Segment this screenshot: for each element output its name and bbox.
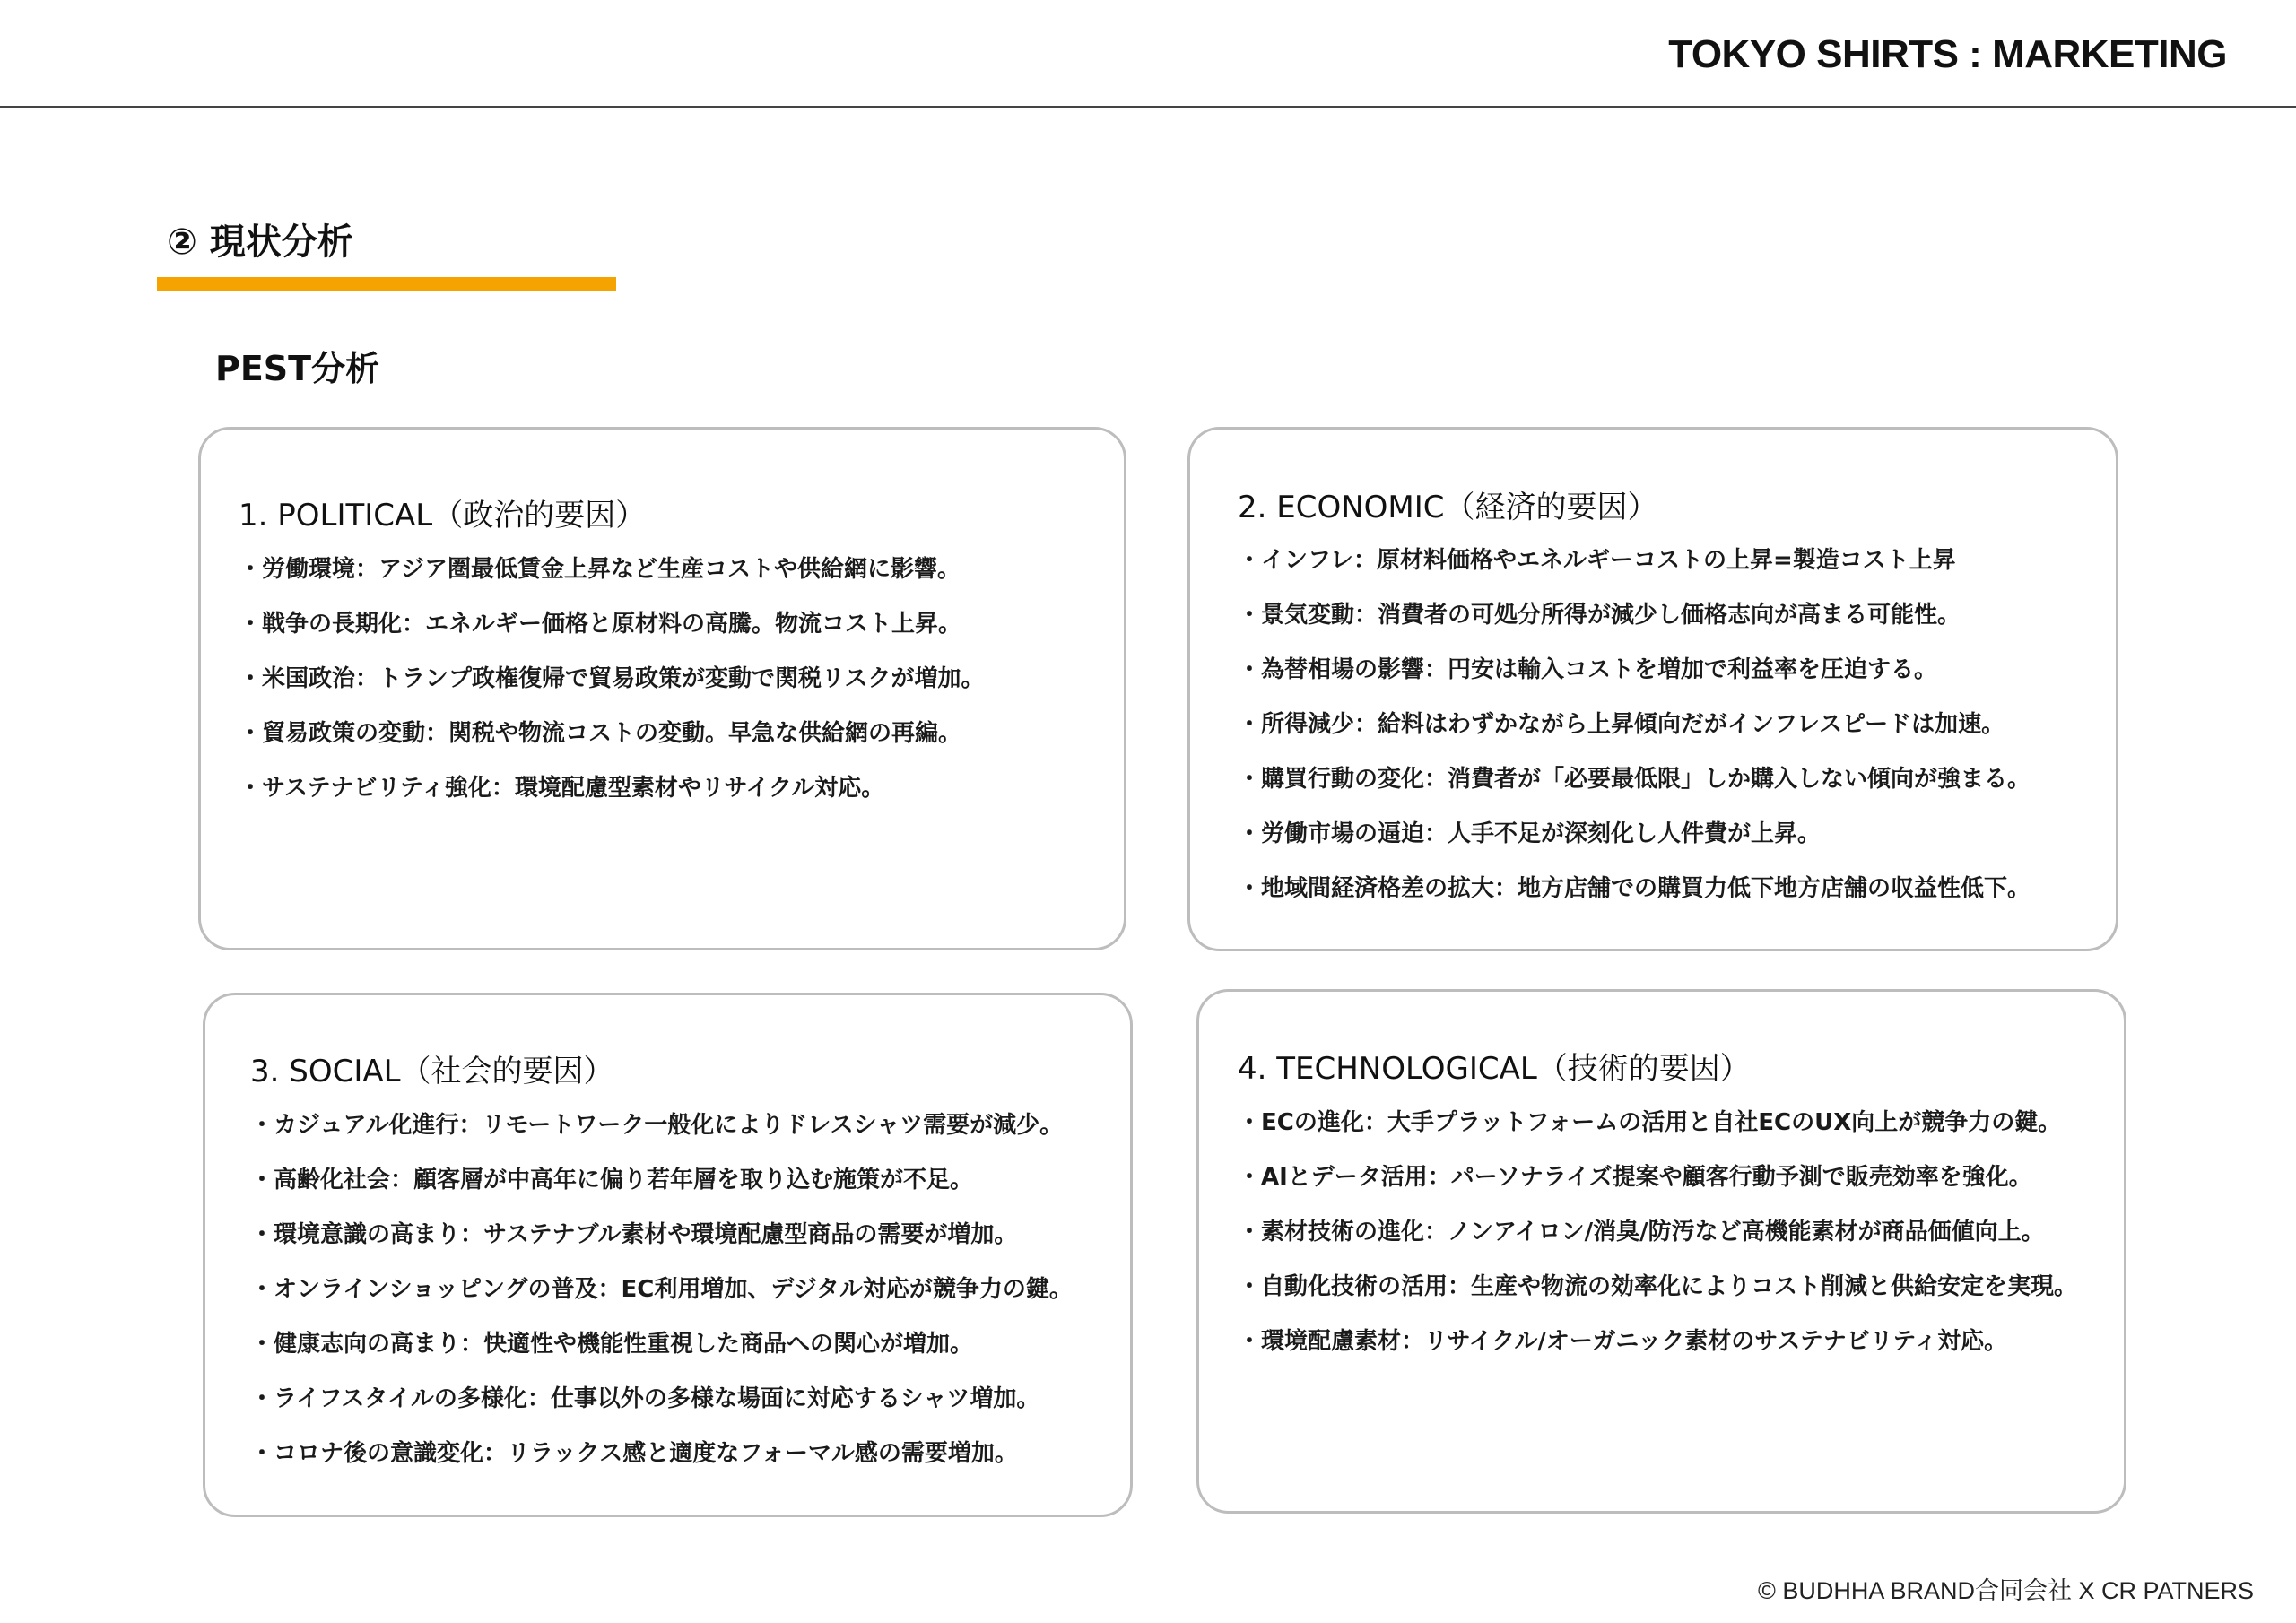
- list-item: ・環境意識の高まり：サステナブル素材や環境配慮型商品の需要が増加。: [250, 1221, 1018, 1248]
- header-divider: [0, 106, 2296, 108]
- footer-copyright: © BUDHHA BRAND合同会社 X CR PATNERS: [1758, 1577, 2254, 1604]
- card-technological: [1196, 989, 2126, 1514]
- list-item: ・高齢化社会：顧客層が中高年に偏り若年層を取り込む施策が不足。: [250, 1167, 974, 1193]
- list-item: ・労働環境：アジア圏最低賃金上昇など生産コストや供給網に影響。: [239, 556, 961, 583]
- list-item: ・コロナ後の意識変化：リラックス感と適度なフォーマル感の需要増加。: [250, 1440, 1018, 1467]
- list-item: ・為替相場の影響：円安は輸入コストを増加で利益率を圧迫する。: [1238, 656, 1938, 683]
- list-item: ・購買行動の変化：消費者が「必要最低限」しか購入しない傾向が強まる。: [1238, 766, 2031, 793]
- section-underline: [157, 277, 616, 291]
- list-item: ・労働市場の逼迫：人手不足が深刻化し人件費が上昇。: [1238, 820, 1822, 847]
- list-item: ・地域間経済格差の拡大：地方店舗での購買力低下地方店舗の収益性低下。: [1238, 875, 2031, 902]
- list-item: ・ECの進化：大手プラットフォームの活用と自社ECのUX向上が競争力の鍵。: [1238, 1109, 2062, 1136]
- card-social: [203, 993, 1133, 1517]
- list-item: ・オンラインショッピングの普及：EC利用増加、デジタル対応が競争力の鍵。: [250, 1276, 1073, 1303]
- card-title: 2. ECONOMIC（経済的要因）: [1238, 490, 1658, 525]
- list-item: ・カジュアル化進行：リモートワーク一般化によりドレスシャツ需要が減少。: [250, 1112, 1064, 1139]
- header-title: TOKYO SHIRTS : MARKETING: [1668, 32, 2227, 76]
- section-title: ② 現状分析: [167, 221, 353, 263]
- list-item: ・インフレ：原材料価格やエネルギーコストの上昇=製造コスト上昇: [1238, 547, 1956, 574]
- card-title: 4. TECHNOLOGICAL（技術的要因）: [1238, 1051, 1751, 1087]
- list-item: ・サステナビリティ強化：環境配慮型素材やリサイクル対応。: [239, 775, 885, 802]
- list-item: ・戦争の長期化：エネルギー価格と原材料の高騰。物流コスト上昇。: [239, 611, 962, 638]
- list-item: ・素材技術の進化：ノンアイロン/消臭/防汚など高機能素材が商品価値向上。: [1238, 1219, 2045, 1245]
- card-economic: [1187, 427, 2118, 951]
- list-item: ・自動化技術の活用：生産や物流の効率化によりコスト削減と供給安定を実現。: [1238, 1273, 2078, 1300]
- card-title: 1. POLITICAL（政治的要因）: [239, 498, 647, 534]
- factor-list: [1238, 1109, 2077, 1383]
- card-title: 3. SOCIAL（社会的要因）: [250, 1054, 614, 1089]
- factor-list: [250, 1112, 1073, 1495]
- subsection-title: PEST分析: [215, 349, 380, 388]
- card-political: [198, 427, 1126, 950]
- list-item: ・健康志向の高まり：快適性や機能性重視した商品への関心が増加。: [250, 1331, 974, 1358]
- list-item: ・ライフスタイルの多様化：仕事以外の多様な場面に対応するシャツ増加。: [250, 1385, 1040, 1412]
- list-item: ・貿易政策の変動：関税や物流コストの変動。早急な供給網の再編。: [239, 720, 962, 747]
- list-item: ・米国政治：トランプ政権復帰で貿易政策が変動で関税リスクが増加。: [239, 665, 985, 692]
- list-item: ・環境配慮素材：リサイクル/オーガニック素材のサステナビリティ対応。: [1238, 1328, 2008, 1355]
- factor-list: [239, 556, 984, 829]
- list-item: ・AIとデータ活用：パーソナライズ提案や顧客行動予測で販売効率を強化。: [1238, 1164, 2032, 1191]
- factor-list: [1238, 547, 2031, 930]
- list-item: ・所得減少：給料はわずかながら上昇傾向だがインフレスピードは加速。: [1238, 711, 2005, 738]
- list-item: ・景気変動：消費者の可処分所得が減少し価格志向が高まる可能性。: [1238, 602, 1961, 629]
